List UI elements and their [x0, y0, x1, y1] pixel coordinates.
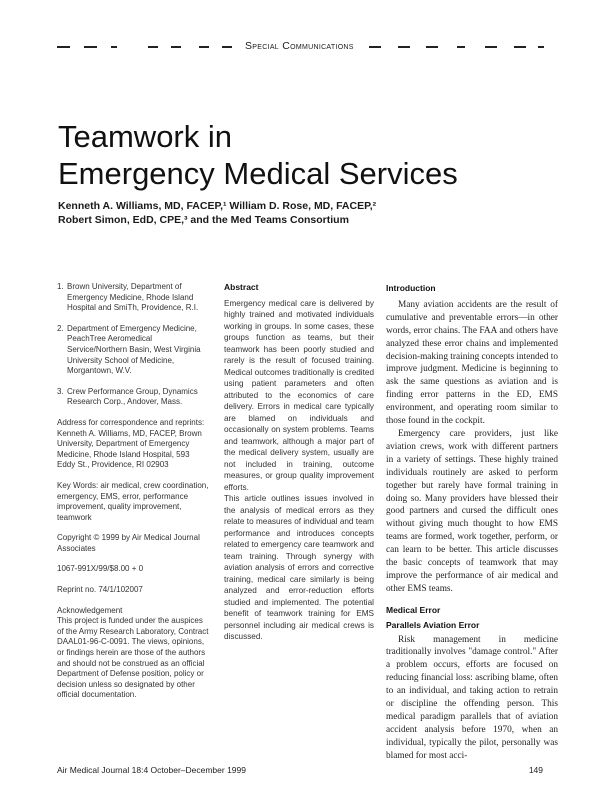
affiliation-item: 2. Department of Emergency Medicine, PeachTree Aeromedical Service/Northern Basin, West Virginia University School of Medicine, Morgantown, W.V. [57, 323, 201, 376]
introduction-paragraph: Many aviation accidents are the result of cumulative and preventable errors—in other words, error chains. The FAA and others have analyzed these error chains and implemented decision-making training concepts intended to improve judgment. Medicine is beginning to ask the same questions as aviation and is finding error patterns in the ED, EMS environment, and operating room similar to those found in the cockpit. [386, 299, 558, 427]
acknowledgement-heading: Acknowledgement [57, 605, 123, 615]
title-line-2: Emergency Medical Services [58, 156, 458, 191]
article-title [58, 118, 558, 192]
affiliations-column [57, 282, 209, 711]
section-label: Special Communications [241, 40, 358, 52]
authors-line-2: Robert Simon, EdD, CPE,³ and the Med Teams Consortium [58, 214, 349, 226]
issn-note: 1067-991X/99/$8.00 + 0 [57, 564, 144, 574]
acknowledgement-text: This project is funded under the auspices of the Army Research Laboratory, Contract DAAL01-96-C-0091. The views, opinions, or findings herein are those of the authors and should not be construed as an official Department of Defense position, policy or decision unless so designated by other official documentation. [57, 616, 209, 700]
introduction-paragraph: Emergency care providers, just like aviation crews, work with different partners in a variety of settings. These highly trained individuals routinely are asked to perform together but rarely have formal training in doing so. Many providers have blessed their good partners and cursed the difficult ones without giving much thought to how EMS teams are formed, work together, perform, or can learn to be better. This article discusses the basic concepts of teamwork that may improve the performance of air medical and other EMS teams. [386, 428, 558, 594]
reprint-note: Reprint no. 74/1/102007 [57, 585, 143, 595]
keywords-note: Key Words: air medical, crew coordination, emergency, EMS, error, performance improvement, quality improvement, teamwork [57, 480, 209, 522]
introduction-column [386, 282, 558, 763]
copyright-note: Copyright © 1999 by Air Medical Journal Associates [57, 533, 200, 553]
journal-citation: Air Medical Journal 18:4 October–December 1999 [57, 765, 246, 775]
title-line-1: Teamwork in [58, 119, 232, 154]
medical-error-subheading: Parallels Aviation Error [386, 619, 480, 630]
page-number: 149 [528, 765, 543, 775]
authors-line-1: Kenneth A. Williams, MD, FACEP,¹ William D. Rose, MD, FACEP,² [58, 200, 377, 212]
abstract-heading: Abstract [224, 282, 259, 292]
authors [58, 199, 558, 227]
medical-error-heading: Medical Error [386, 604, 441, 615]
introduction-heading: Introduction [386, 283, 436, 293]
affiliation-item: 1. Brown University, Department of Emergency Medicine, Rhode Island Hospital and SmiTh, Providence, R.I. [57, 282, 199, 313]
abstract-column [224, 282, 374, 643]
abstract-paragraph: Emergency medical care is delivered by highly trained and motivated individuals working in groups. In some cases, these groups function as teams, but their teamwork has been poorly studied and rarely is the result of focused training. Medical outcomes traditionally is credited using patient parameters and often attributed to the economics of care delivery. Errors in medical care typically are blamed on individuals and occasionally on system problems. Teams and teamwork, although a major part of the medical delivery system, usually are not included in training, outcome measures, or group quality improvement efforts. [224, 298, 374, 492]
medical-error-paragraph: Risk management in medicine traditionally involves "damage control." After a problem occurs, efforts are focused on reducing financial loss: ascribing blame, often to an individual, and taking action to retrain or discipline the offending person. This medical paradigm parallels that of aviation accident analysis before 1970, when an individual, typically the pilot, personally was blamed for most acci- [386, 634, 558, 761]
affiliation-item: 3. Crew Performance Group, Dynamics Research Corp., Andover, Mass. [57, 386, 198, 407]
correspondence-note: Address for correspondence and reprints: Kenneth A. Williams, MD, FACEP, Brown University, Department of Emergency Medicine, Rhode Island Hospital, 593 Eddy St., Providence, RI 02903 [57, 417, 205, 470]
abstract-paragraph: This article outlines issues involved in the analysis of medical errors as they relate to measures of individual and team performance and introduces concepts related to emergency care teamwork and team training. Through synergy with aviation analysis of errors and corrective training, medical care similarly is being analyzed and error-reduction efforts studied and implemented. The potential benefit of teamwork training for EMS personnel including air medical crews is discussed. [224, 494, 374, 641]
